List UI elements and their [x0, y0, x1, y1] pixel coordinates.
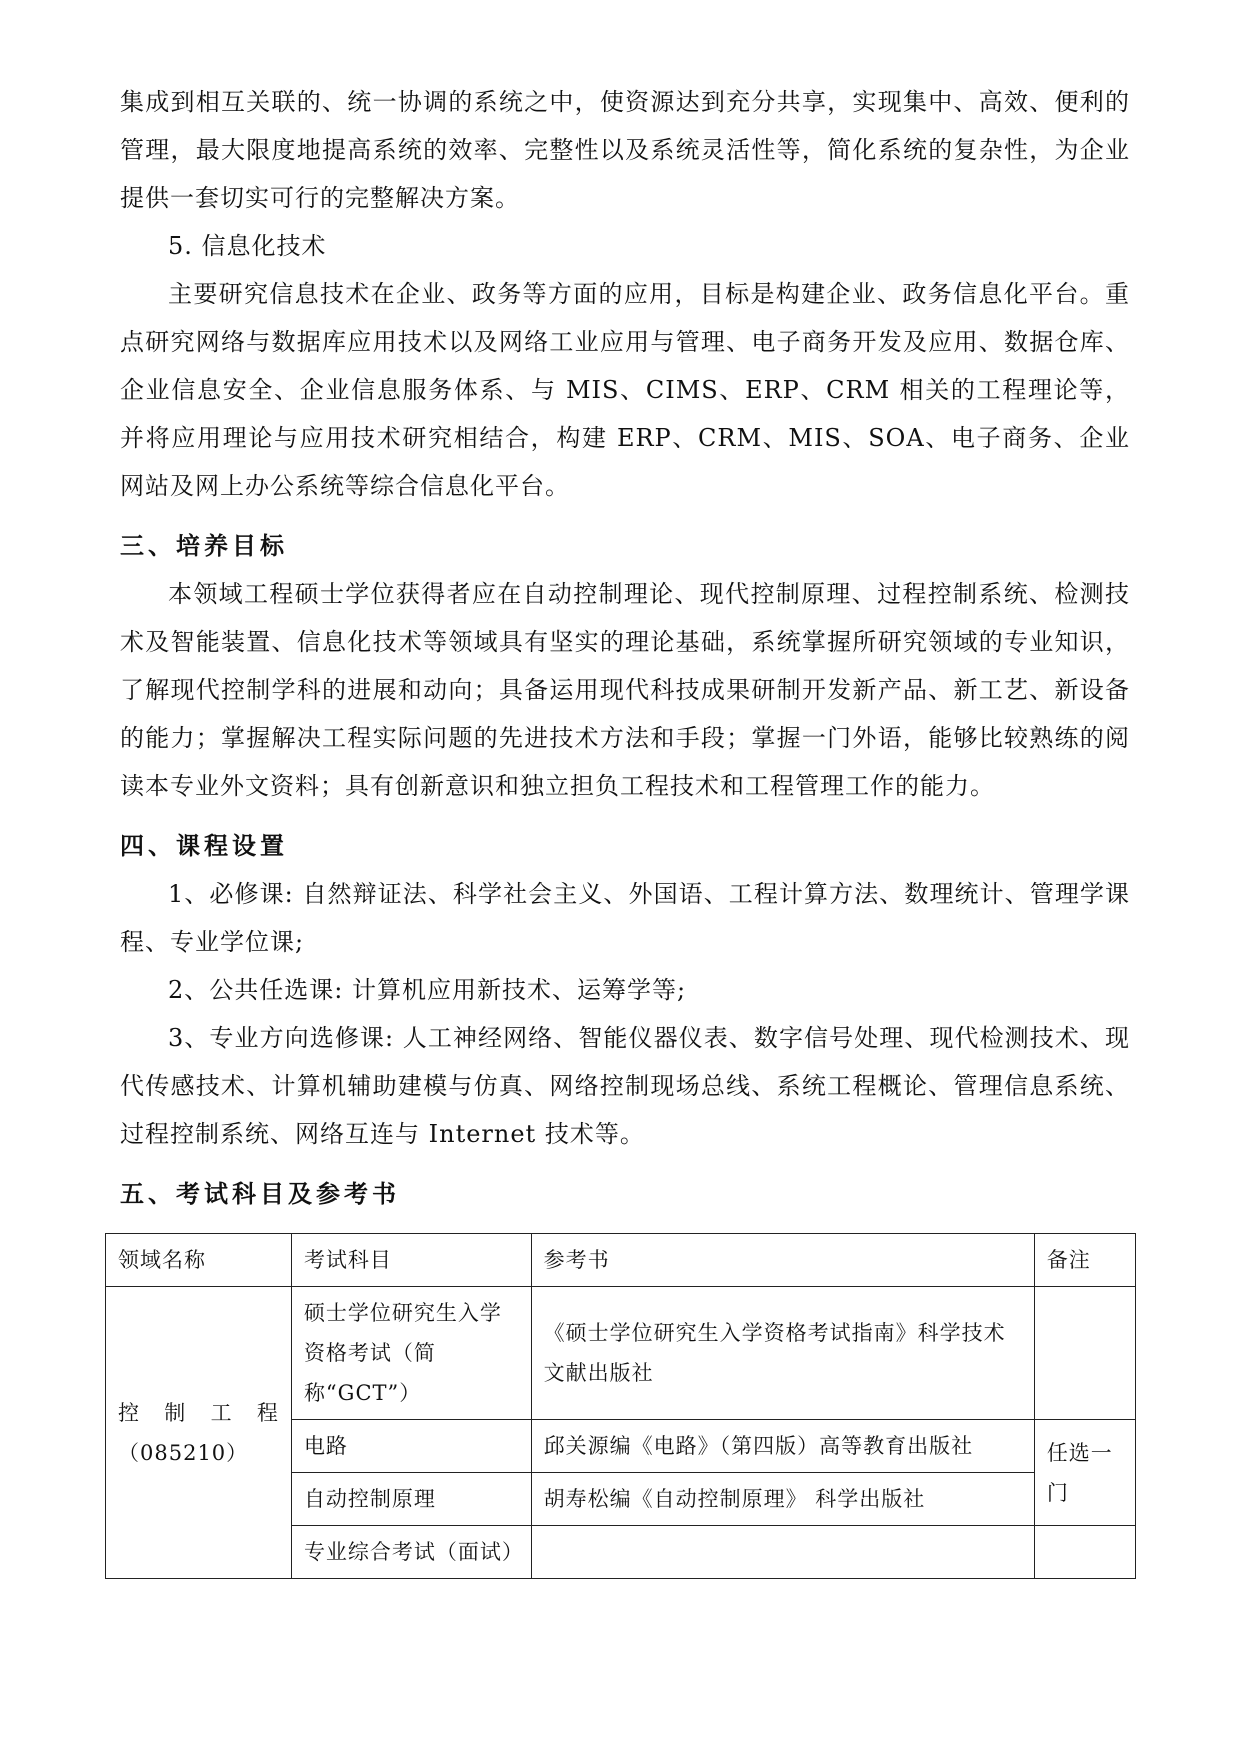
header-remark: 备注 [1034, 1234, 1135, 1287]
remark-cell: 任选一门 [1034, 1420, 1135, 1526]
section-heading-courses: 四、课程设置 [120, 832, 288, 860]
course-specialty-elective: 3、专业方向选修课: 人工神经网络、智能仪器仪表、数字信号处理、现代检测技术、现代传感技术、计算机辅助建模与仿真、网络控制现场总线、系统工程概论、管理信息系统、过程控制系统、网络互连与 Internet 技术等。 [120, 1024, 1130, 1148]
section-heading-training-goals: 三、培养目标 [120, 532, 288, 560]
remark-cell [1034, 1287, 1135, 1420]
header-field-name: 领域名称 [106, 1234, 292, 1287]
paragraph-training-goals: 本领域工程硕士学位获得者应在自动控制理论、现代控制原理、过程控制系统、检测技术及智能装置、信息化技术等领域具有坚实的理论基础，系统掌握所研究领域的专业知识，了解现代控制学科的进展和动向；具备运用现代科技成果研制开发新产品、新工艺、新设备的能力；掌握解决工程实际问题的先进技术方法和手段；掌握一门外语，能够比较熟练的阅读本专业外文资料；具有创新意识和独立担负工程技术和工程管理工作的能力。 [120, 580, 1130, 800]
exam-subject-cell: 自动控制原理 [291, 1473, 531, 1526]
subsection-title-informatization: 5. 信息化技术 [168, 232, 327, 260]
exam-reference-table [105, 1233, 1136, 1579]
header-reference-book: 参考书 [531, 1234, 1034, 1287]
field-name: 控 制 工 程 [118, 1400, 279, 1425]
course-public-elective: 2、公共任选课: 计算机应用新技术、运筹学等; [168, 976, 687, 1004]
header-exam-subject: 考试科目 [291, 1234, 531, 1287]
table-row [106, 1287, 1136, 1420]
exam-subject-cell: 电路 [291, 1420, 531, 1473]
reference-book-cell: 《硕士学位研究生入学资格考试指南》科学技术文献出版社 [531, 1287, 1034, 1420]
reference-book-cell [531, 1526, 1034, 1579]
remark-cell [1034, 1526, 1135, 1579]
reference-book-cell: 邱关源编《电路》（第四版）高等教育出版社 [531, 1420, 1034, 1473]
paragraph-informatization: 主要研究信息技术在企业、政务等方面的应用，目标是构建企业、政务信息化平台。重点研究网络与数据库应用技术以及网络工业应用与管理、电子商务开发及应用、数据仓库、企业信息安全、企业信息服务体系、与 MIS、CIMS、ERP、CRM 相关的工程理论等，并将应用理论与应用技术研究相结合，构建 ERP、CRM、MIS、SOA、电子商务、企业网站及网上办公系统等综合信息化平台。 [120, 280, 1130, 500]
field-name-cell [106, 1287, 292, 1579]
field-code: （085210） [118, 1440, 249, 1465]
paragraph-integration: 集成到相互关联的、统一协调的系统之中，使资源达到充分共享，实现集中、高效、便利的管理，最大限度地提高系统的效率、完整性以及系统灵活性等，简化系统的复杂性，为企业提供一套切实可行的完整解决方案。 [120, 88, 1130, 212]
section-heading-exams: 五、考试科目及参考书 [120, 1180, 400, 1208]
document-body [120, 78, 1130, 1218]
exam-subject-cell: 硕士学位研究生入学资格考试（简称“GCT”） [291, 1287, 531, 1420]
exam-subject-cell: 专业综合考试（面试） [291, 1526, 531, 1579]
table-header-row [106, 1234, 1136, 1287]
reference-book-cell: 胡寿松编《自动控制原理》 科学出版社 [531, 1473, 1034, 1526]
course-required: 1、必修课: 自然辩证法、科学社会主义、外国语、工程计算方法、数理统计、管理学课程、专业学位课; [120, 880, 1130, 956]
